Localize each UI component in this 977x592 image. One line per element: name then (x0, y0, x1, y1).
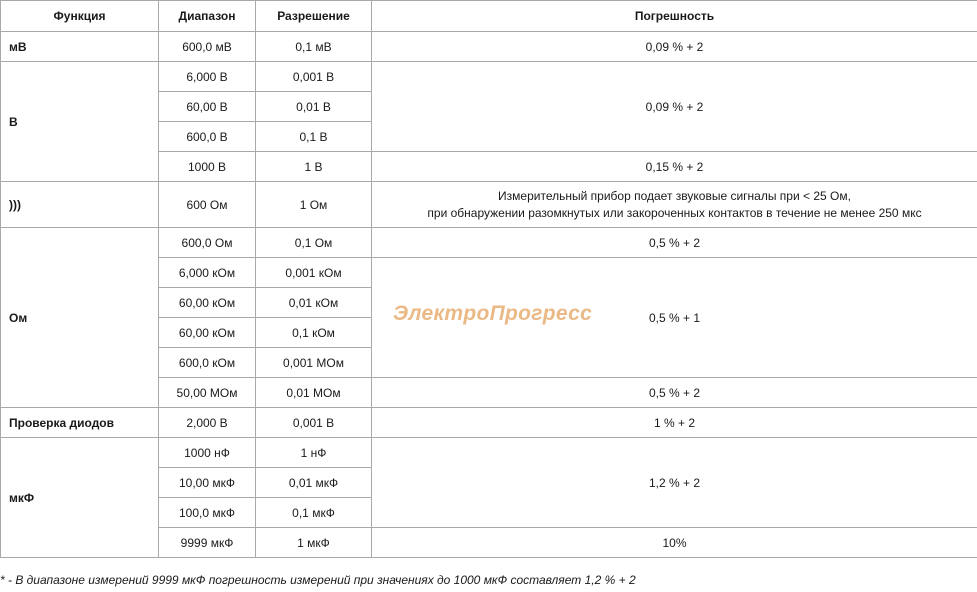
resolution-cell: 0,1 мкФ (256, 498, 372, 528)
table-row (1, 32, 977, 62)
range-cell: 6,000 кОм (159, 258, 256, 288)
table-row (1, 62, 977, 92)
range-cell: 1000 В (159, 152, 256, 182)
range-cell: 6,000 В (159, 62, 256, 92)
accuracy-cell: 1 % + 2 (372, 408, 977, 438)
table-row (1, 408, 977, 438)
resolution-cell: 1 мкФ (256, 528, 372, 558)
accuracy-cell: 0,09 % + 2 (372, 32, 977, 62)
continuity-note (372, 182, 977, 228)
resolution-cell: 0,01 В (256, 92, 372, 122)
range-cell: 600,0 кОм (159, 348, 256, 378)
range-cell: 2,000 В (159, 408, 256, 438)
resolution-cell: 1 Ом (256, 182, 372, 228)
range-cell: 60,00 В (159, 92, 256, 122)
range-cell: 600,0 Ом (159, 228, 256, 258)
accuracy-cell: 0,5 % + 1 (372, 258, 977, 378)
accuracy-cell: 1,2 % + 2 (372, 438, 977, 528)
header-function: Функция (1, 1, 159, 32)
resolution-cell: 1 В (256, 152, 372, 182)
range-cell: 60,00 кОм (159, 318, 256, 348)
resolution-cell: 0,1 В (256, 122, 372, 152)
header-row (1, 1, 977, 32)
resolution-cell: 0,01 МОм (256, 378, 372, 408)
header-resolution: Разрешение (256, 1, 372, 32)
resolution-cell: 1 нФ (256, 438, 372, 468)
accuracy-cell: 10% (372, 528, 977, 558)
continuity-note-line-2: при обнаружении разомкнутых или закороченных контактов в течение не менее 250 мкс (427, 205, 922, 220)
resolution-cell: 0,1 кОм (256, 318, 372, 348)
table-row (1, 182, 977, 228)
range-cell: 600,0 В (159, 122, 256, 152)
range-cell: 1000 нФ (159, 438, 256, 468)
function-ohm: Ом (1, 228, 159, 408)
table-row (1, 228, 977, 258)
resolution-cell: 0,001 кОм (256, 258, 372, 288)
watermark: ЭлектроПрогресс (393, 302, 593, 325)
accuracy-cell: 0,5 % + 2 (372, 378, 977, 408)
function-continuity: ))) (1, 182, 159, 228)
resolution-cell: 0,001 В (256, 408, 372, 438)
function-diode: Проверка диодов (1, 408, 159, 438)
table-row (1, 438, 977, 468)
function-v: В (1, 62, 159, 182)
resolution-cell: 0,1 Ом (256, 228, 372, 258)
range-cell: 100,0 мкФ (159, 498, 256, 528)
range-cell: 9999 мкФ (159, 528, 256, 558)
resolution-cell: 0,001 МОм (256, 348, 372, 378)
accuracy-cell: 0,09 % + 2 (372, 62, 977, 152)
range-cell: 60,00 кОм (159, 288, 256, 318)
resolution-cell: 0,001 В (256, 62, 372, 92)
resolution-cell: 0,01 кОм (256, 288, 372, 318)
resolution-cell: 0,01 мкФ (256, 468, 372, 498)
accuracy-cell: 0,15 % + 2 (372, 152, 977, 182)
range-cell: 50,00 МОм (159, 378, 256, 408)
function-capacitance: мкФ (1, 438, 159, 558)
range-cell: 10,00 мкФ (159, 468, 256, 498)
header-range: Диапазон (159, 1, 256, 32)
range-cell: 600 Ом (159, 182, 256, 228)
resolution-cell: 0,1 мВ (256, 32, 372, 62)
accuracy-cell: 0,5 % + 2 (372, 228, 977, 258)
range-cell: 600,0 мВ (159, 32, 256, 62)
header-accuracy: Погрешность (372, 1, 977, 32)
footnote: * - В диапазоне измерений 9999 мкФ погрешность измерений при значениях до 1000 мкФ составляет 1,2 % + 2 (0, 573, 636, 587)
continuity-note-line-1: Измерительный прибор подает звуковые сигналы при < 25 Ом, (498, 188, 851, 203)
function-mv: мВ (1, 32, 159, 62)
